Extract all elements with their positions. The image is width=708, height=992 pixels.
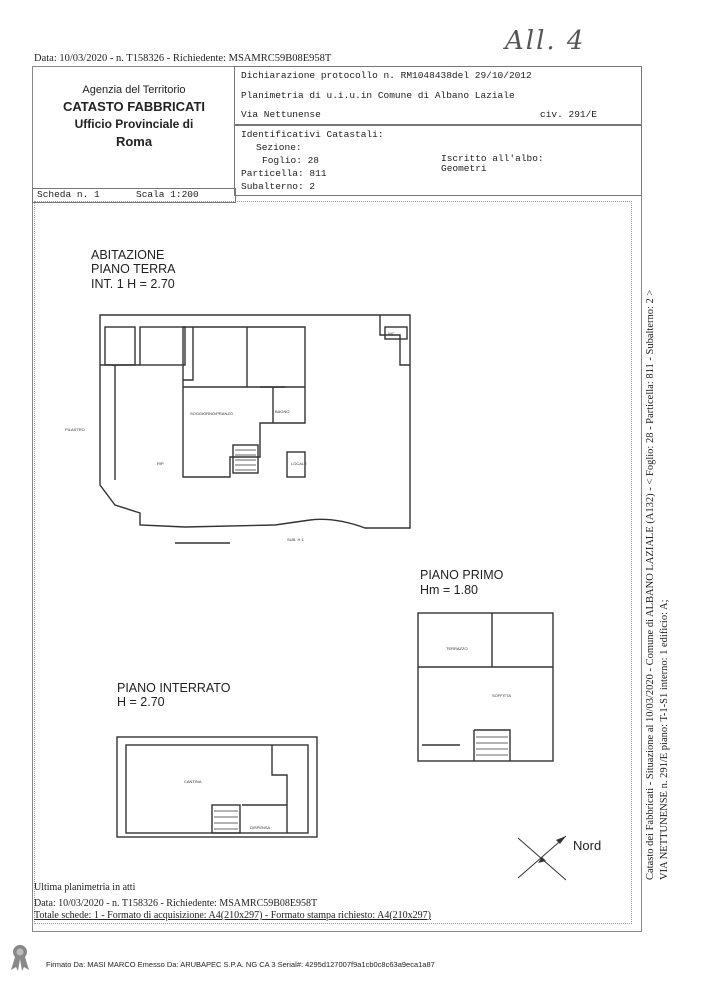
agency-name: Agenzia del Territorio xyxy=(82,84,186,96)
first-floor-height: Hm = 1.80 xyxy=(420,583,479,597)
identifiers-heading: Identificativi Catastali: xyxy=(241,129,384,140)
protocol-planimetry: Planimetria di u.i.u.in Comune di Albano Laziale xyxy=(241,90,515,101)
north-compass xyxy=(512,828,572,888)
identifier-foglio: Foglio: 28 xyxy=(262,155,320,166)
protocol-civic: civ. 291/E xyxy=(540,109,598,120)
scheda-number: Scheda n. 1 xyxy=(37,189,100,200)
ribbon-seal-icon xyxy=(6,942,34,972)
scale-value: Scala 1:200 xyxy=(136,189,199,200)
ground-floor-title: ABITAZIONE xyxy=(91,248,165,262)
digital-signature: Firmato Da: MASI MARCO Emesso Da: ARUBAPEC S.P.A. NG CA 3 Serial#: 4295d127007f9a1cb0c8c63a9eca1a87 xyxy=(46,960,435,969)
last-plan-note: Ultima planimetria in atti xyxy=(34,882,136,893)
albo-label: Iscritto all'albo: xyxy=(441,153,544,164)
room-label-pantry: DISPENSA xyxy=(250,825,271,830)
protocol-declaration: Dichiarazione protocollo n. RM1048438del 29/10/2012 xyxy=(241,70,532,81)
first-floor-plan xyxy=(410,605,560,765)
agency-city: Roma xyxy=(115,134,153,149)
handwritten-annotation: All. 4 xyxy=(505,26,586,56)
agency-block xyxy=(34,84,234,149)
room-label-sub: SUB. H 1 xyxy=(287,537,304,542)
identifier-sezione: Sezione: xyxy=(256,142,302,153)
ground-floor-plan xyxy=(55,305,425,550)
identifier-subalterno: Subalterno: 2 xyxy=(241,181,316,192)
room-label-terrace: TERRAZZO xyxy=(446,646,468,651)
room-label-wc: WC xyxy=(388,331,395,336)
side-situation-text: Catasto dei Fabbricati - Situazione al 10/03/2020 - Comune di ALBANO LAZIALE (A132) - < Foglio: 28 - Particella: 811 - Subalterno: 2 > xyxy=(645,289,656,880)
room-label-bathroom: BAGNO xyxy=(275,409,290,414)
room-label-cellar: CANTINA xyxy=(184,779,202,784)
request-line-top: Data: 10/03/2020 - n. T158326 - Richiedente: MSAMRC59B08E958T xyxy=(34,53,332,64)
basement-height: H = 2.70 xyxy=(117,695,165,709)
side-address-text: VIA NETTUNENSE n. 291/E piano: T-1-S1 interno: 1 edificio: A; xyxy=(659,599,670,880)
room-label-attic: SOFFITTA xyxy=(492,693,512,698)
basement-plan xyxy=(112,725,327,850)
agency-catasto: CATASTO FABBRICATI xyxy=(62,99,206,114)
ground-floor-height: INT. 1 H = 2.70 xyxy=(91,277,175,291)
albo-value: Geometri xyxy=(441,163,487,174)
request-line-bottom: Data: 10/03/2020 - n. T158326 - Richiedente: MSAMRC59B08E958T xyxy=(34,898,318,909)
identifier-particella: Particella: 811 xyxy=(241,168,327,179)
sheet-totals: Totale schede: 1 - Formato di acquisizione: A4(210x297) - Formato stampa richiesto: A4(210x297) xyxy=(34,910,431,921)
room-label-pillar: PILASTRO xyxy=(65,427,85,432)
first-floor-title: PIANO PRIMO xyxy=(420,568,504,582)
room-label-local: LOCALE xyxy=(291,461,307,466)
room-label-living: SOGGIORNO/PRANZO xyxy=(190,411,233,416)
basement-title: PIANO INTERRATO xyxy=(117,681,231,695)
protocol-street: Via Nettunense xyxy=(241,109,321,120)
ground-floor-level: PIANO TERRA xyxy=(91,262,176,276)
compass-north-label: Nord xyxy=(573,838,602,853)
agency-office: Ufficio Provinciale di xyxy=(74,117,194,131)
room-label-rip: RIP. xyxy=(157,461,165,466)
